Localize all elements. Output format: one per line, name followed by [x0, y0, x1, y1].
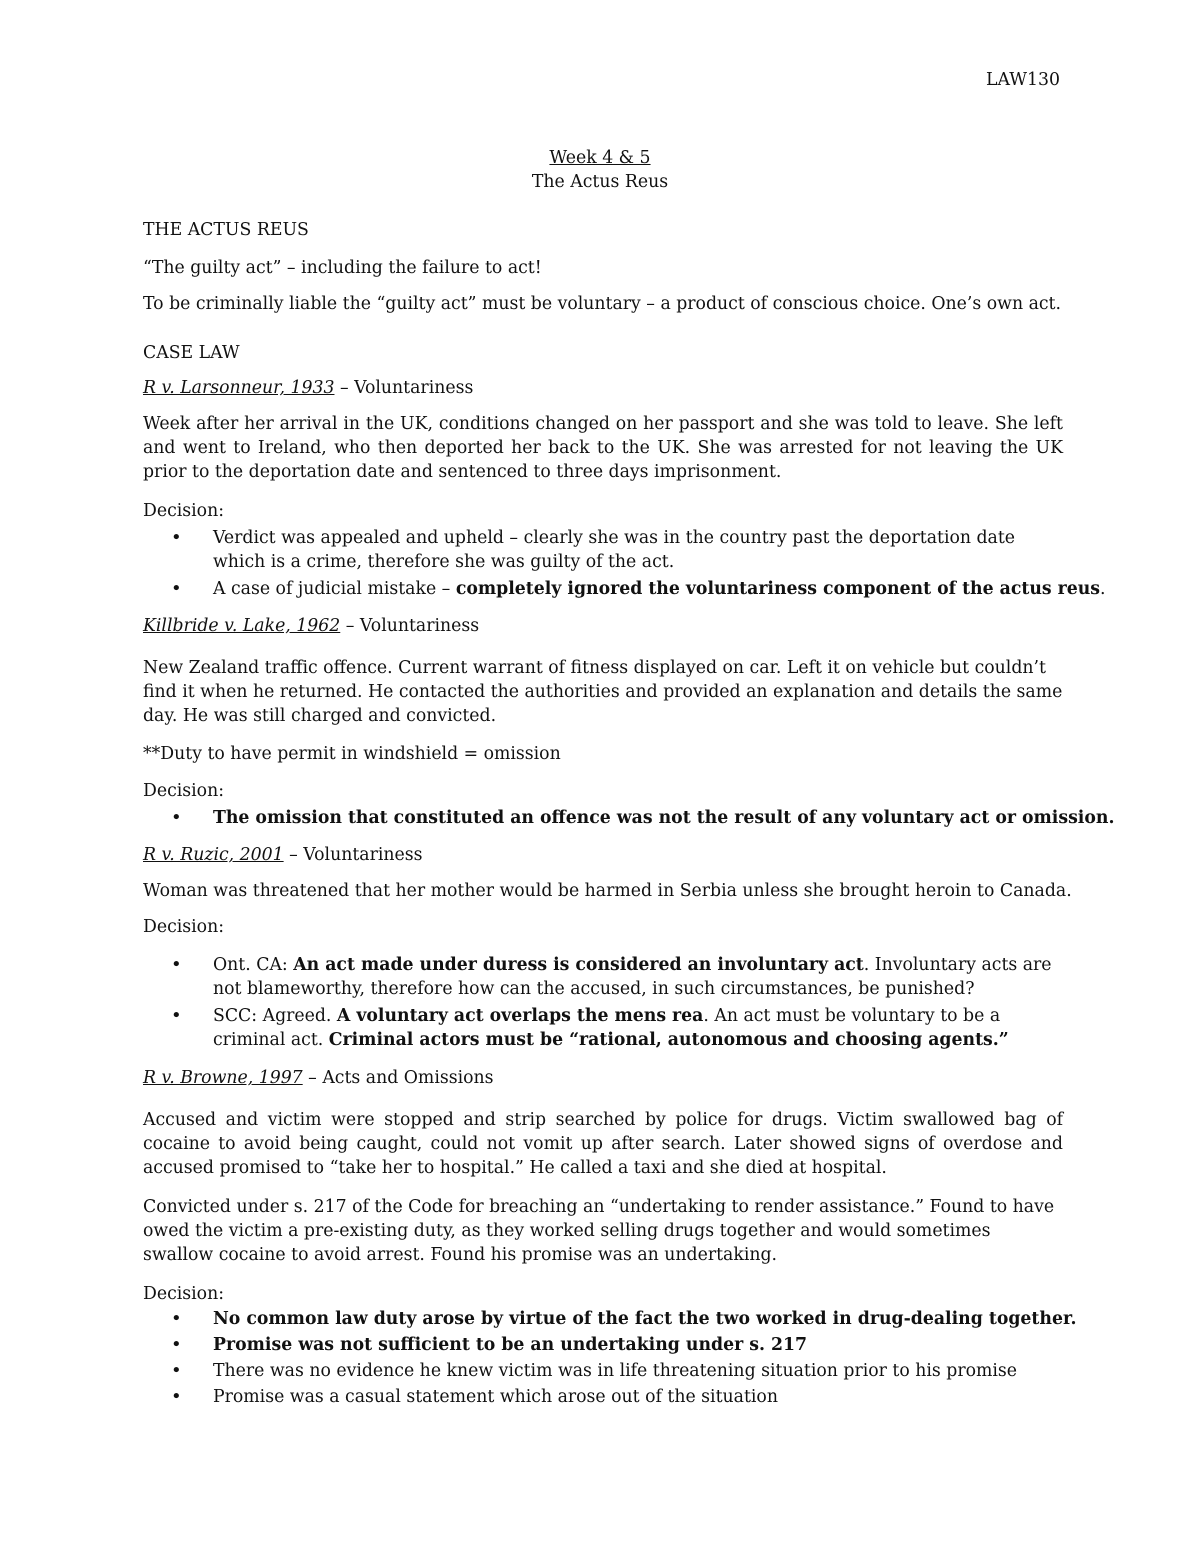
- decision-label: Decision:: [143, 917, 225, 937]
- bullet-icon: •: [171, 1005, 182, 1026]
- case-heading-killbride: Killbride v. Lake, 1962 – Voluntariness: [143, 616, 480, 636]
- decision-item: Promise was a casual statement which arose out of the situation: [213, 1387, 778, 1407]
- decision-item: No common law duty arose by virtue of the fact the two worked in drug-dealing together.: [213, 1309, 1077, 1329]
- course-code: LAW130: [985, 70, 1060, 90]
- case-heading-larsonneur: R v. Larsonneur, 1933 – Voluntariness: [143, 378, 474, 398]
- decision-item: There was no evidence he knew victim was in life threatening situation prior to his promise: [213, 1361, 1017, 1381]
- bullet-icon: •: [171, 954, 182, 975]
- decision-item: The omission that constituted an offence was not the result of any voluntary act or omission.: [213, 808, 1115, 828]
- week-title: Week 4 & 5: [549, 148, 651, 168]
- case-name: R v. Ruzic, 2001: [143, 845, 284, 865]
- bullet-icon: •: [171, 1334, 182, 1355]
- case-note: **Duty to have permit in windshield = omission: [143, 744, 561, 764]
- decision-item: Verdict was appealed and upheld – clearly she was in the country past the deportation date which is a crime, therefore she was guilty of the act.: [213, 528, 1016, 572]
- case-facts-killbride: New Zealand traffic offence. Current warrant of fitness displayed on car. Left it on vehicle but couldn’t find it when he returned. He contacted the authorities and provided an explanation and details the same day. He was still charged and convicted.: [143, 658, 1063, 726]
- intro-line-2: To be criminally liable the “guilty act” must be voluntary – a product of conscious choice. One’s own act.: [143, 294, 1061, 314]
- section-heading-actus-reus: THE ACTUS REUS: [143, 220, 309, 240]
- case-heading-ruzic: R v. Ruzic, 2001 – Voluntariness: [143, 845, 423, 865]
- decision-label: Decision:: [143, 1284, 225, 1304]
- case-heading-browne: R v. Browne, 1997 – Acts and Omissions: [143, 1068, 494, 1088]
- case-name: Killbride v. Lake, 1962: [143, 616, 341, 636]
- bullet-icon: •: [171, 527, 182, 548]
- section-heading-case-law: CASE LAW: [143, 343, 240, 363]
- bullet-icon: •: [171, 578, 182, 599]
- decision-item: A case of judicial mistake – completely ignored the voluntariness component of the actus reus.: [213, 579, 1106, 599]
- decision-item: Promise was not sufficient to be an undertaking under s. 217: [213, 1335, 808, 1355]
- bullet-icon: •: [171, 807, 182, 828]
- case-facts-larsonneur: Week after her arrival in the UK, conditions changed on her passport and she was told to leave. She left and went to Ireland, who then deported her back to the UK. She was arrested for not leaving the UK prior to the deportation date and sentenced to three days imprisonment.: [143, 414, 1063, 482]
- case-facts-browne-1: Accused and victim were stopped and strip searched by police for drugs. Victim swallowed bag of cocaine to avoid being caught, could not vomit up after search. Later showed signs of overdose and accused promised to “take her to hospital.” He called a taxi and she died at hospital.: [143, 1110, 1063, 1178]
- bullet-icon: •: [171, 1360, 182, 1381]
- decision-label: Decision:: [143, 501, 225, 521]
- case-facts-ruzic: Woman was threatened that her mother would be harmed in Serbia unless she brought heroin to Canada.: [143, 881, 1072, 901]
- decision-label: Decision:: [143, 781, 225, 801]
- bullet-icon: •: [171, 1386, 182, 1407]
- bullet-icon: •: [171, 1308, 182, 1329]
- decision-item: Ont. CA: An act made under duress is considered an involuntary act. Involuntary acts are not blameworthy, therefore how can the accused, in such circumstances, be punished?: [213, 955, 1052, 999]
- intro-line-1: “The guilty act” – including the failure to act!: [143, 258, 542, 278]
- case-name: R v. Browne, 1997: [143, 1068, 303, 1088]
- case-name: R v. Larsonneur, 1933: [143, 378, 335, 398]
- case-facts-browne-2: Convicted under s. 217 of the Code for breaching an “undertaking to render assistance.” Found to have owed the victim a pre-existing duty, as they worked selling drugs together and would sometimes swallow cocaine to avoid arrest. Found his promise was an undertaking.: [143, 1197, 1055, 1265]
- page-subtitle: The Actus Reus: [531, 172, 669, 192]
- decision-item: SCC: Agreed. A voluntary act overlaps the mens rea. An act must be voluntary to be a criminal act. Criminal actors must be “rational, autonomous and choosing agents.”: [213, 1006, 1009, 1050]
